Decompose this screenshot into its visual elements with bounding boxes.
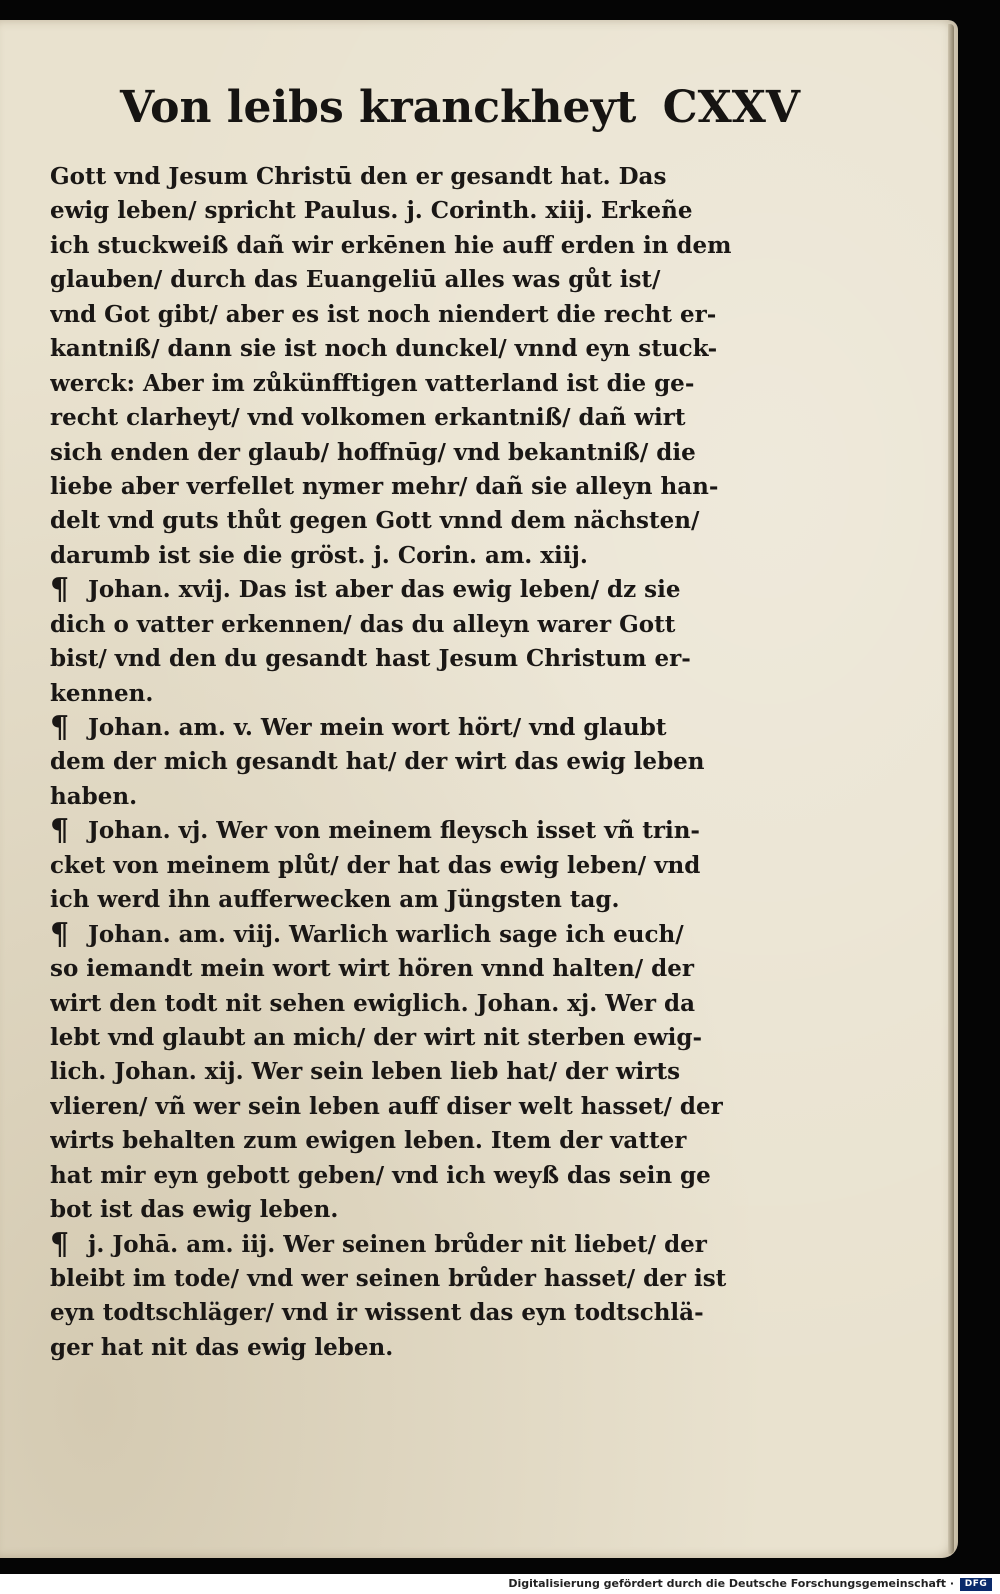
text-line xyxy=(50,298,800,332)
text-line-content: ich stuckweiß dañ wir erkēnen hie auff erden in dem xyxy=(50,231,732,259)
text-line xyxy=(50,1090,800,1124)
text-line xyxy=(50,711,800,745)
body-text xyxy=(50,160,800,1365)
text-line xyxy=(50,780,800,814)
text-line xyxy=(50,436,800,470)
text-line-content: ger hat nit das ewig leben. xyxy=(50,1333,394,1361)
text-line-content: cket von meinem plůt/ der hat das ewig leben/ vnd xyxy=(50,851,701,879)
text-line-content: glauben/ durch das Euangeliū alles was gůt ist/ xyxy=(50,266,661,294)
paragraph-mark-icon: ¶ xyxy=(50,917,70,952)
text-line xyxy=(50,1296,800,1330)
text-line-content: so iemandt mein wort wirt hören vnnd halten/ der xyxy=(50,955,694,983)
text-line-content: Gott vnd Jesum Christū den er gesandt hat. Das xyxy=(50,163,667,190)
text-line-content: haben. xyxy=(50,782,138,810)
text-line-content: wirts behalten zum ewigen leben. Item der vatter xyxy=(50,1127,687,1155)
text-line-content: dem der mich gesandt hat/ der wirt das ewig leben xyxy=(50,748,705,776)
text-line xyxy=(50,1262,800,1296)
text-line xyxy=(50,263,800,297)
text-line xyxy=(50,1124,800,1158)
text-line xyxy=(50,677,800,711)
text-line xyxy=(50,367,800,401)
paragraph-mark-icon: ¶ xyxy=(50,814,70,849)
text-line xyxy=(50,883,800,917)
text-line xyxy=(50,401,800,435)
text-line-content: eyn todtschläger/ vnd ir wissent das eyn todtschlä- xyxy=(50,1299,704,1327)
text-line xyxy=(50,1021,800,1055)
text-line xyxy=(50,194,800,228)
text-line xyxy=(50,1228,800,1262)
text-line-content: dich o vatter erkennen/ das du alleyn warer Gott xyxy=(50,610,676,638)
text-line-content: recht clarheyt/ vnd volkomen erkantniß/ dañ wirt xyxy=(50,404,686,432)
paragraph-mark-icon: ¶ xyxy=(50,1227,70,1262)
text-line xyxy=(50,918,800,952)
text-line-content: bleibt im tode/ vnd wer seinen brůder hasset/ der ist xyxy=(50,1265,727,1292)
text-line-content: ewig leben/ spricht Paulus. j. Corinth. xiij. Erkeñe xyxy=(50,197,693,225)
text-line-content: lich. Johan. xij. Wer sein leben lieb hat/ der wirts xyxy=(50,1058,681,1086)
text-line xyxy=(50,332,800,366)
text-line xyxy=(50,470,800,504)
text-line-content: Johan. xvij. Das ist aber das ewig leben/ dz sie xyxy=(88,576,681,604)
text-line-content: Johan. am. v. Wer mein wort hört/ vnd glaubt xyxy=(88,714,667,741)
text-line-content: vnd Got gibt/ aber es ist noch niendert die recht er- xyxy=(50,300,717,328)
text-line-content: kantniß/ dann sie ist noch dunckel/ vnnd eyn stuck- xyxy=(50,335,718,363)
text-line-content: vlieren/ vñ wer sein leben auff diser welt hasset/ der xyxy=(50,1092,723,1120)
text-line-content: kennen. xyxy=(50,679,154,707)
dfg-logo: DFG xyxy=(960,1578,992,1591)
text-line-content: werck: Aber im zůkünfftigen vatterland ist die ge- xyxy=(50,369,695,397)
text-line-content: delt vnd guts thůt gegen Gott vnnd dem nächsten/ xyxy=(50,507,700,535)
text-line xyxy=(50,160,800,194)
text-line-content: j. Johā. am. iij. Wer seinen brůder nit liebet/ der xyxy=(88,1230,707,1258)
page-edge xyxy=(948,24,954,1554)
text-line-content: Johan. am. viij. Warlich warlich sage ich euch/ xyxy=(88,920,684,948)
text-line-content: bist/ vnd den du gesandt hast Jesum Christum er- xyxy=(50,645,691,673)
footer-bar xyxy=(0,1574,1000,1594)
text-line-content: sich enden der glaub/ hoffnūg/ vnd bekantniß/ die xyxy=(50,438,696,466)
text-line-content: bot ist das ewig leben. xyxy=(50,1196,339,1224)
text-line xyxy=(50,1193,800,1227)
text-line xyxy=(50,814,800,848)
text-line xyxy=(50,1331,800,1365)
text-line-content: lebt vnd glaubt an mich/ der wirt nit sterben ewig- xyxy=(50,1023,703,1051)
text-line xyxy=(50,1055,800,1089)
text-line xyxy=(50,608,800,642)
text-line xyxy=(50,745,800,779)
text-line-content: wirt den todt nit sehen ewiglich. Johan. xj. Wer da xyxy=(50,989,695,1017)
text-line-content: ich werd ihn aufferwecken am Jüngsten tag. xyxy=(50,886,620,914)
text-line xyxy=(50,849,800,883)
text-line xyxy=(50,504,800,538)
text-line xyxy=(50,1159,800,1193)
text-line xyxy=(50,573,800,607)
funding-credit: Digitalisierung gefördert durch die Deutsche Forschungsgemeinschaft · xyxy=(508,1577,954,1590)
page-header xyxy=(120,82,800,162)
text-line xyxy=(50,229,800,263)
folio-number: CXXV xyxy=(662,82,800,133)
paragraph-mark-icon: ¶ xyxy=(50,573,70,608)
text-line-content: liebe aber verfellet nymer mehr/ dañ sie alleyn han- xyxy=(50,472,719,500)
text-line xyxy=(50,642,800,676)
paragraph-mark-icon: ¶ xyxy=(50,711,70,745)
text-line xyxy=(50,539,800,573)
text-line-content: hat mir eyn gebott geben/ vnd ich weyß das sein ge xyxy=(50,1161,711,1189)
running-title: Von leibs kranckheyt xyxy=(120,82,637,133)
text-line-content: darumb ist sie die gröst. j. Corin. am. xiij. xyxy=(50,541,588,569)
text-line xyxy=(50,952,800,986)
text-line xyxy=(50,987,800,1021)
text-line-content: Johan. vj. Wer von meinem fleysch isset vñ trin- xyxy=(88,817,700,845)
book-page xyxy=(0,20,958,1558)
